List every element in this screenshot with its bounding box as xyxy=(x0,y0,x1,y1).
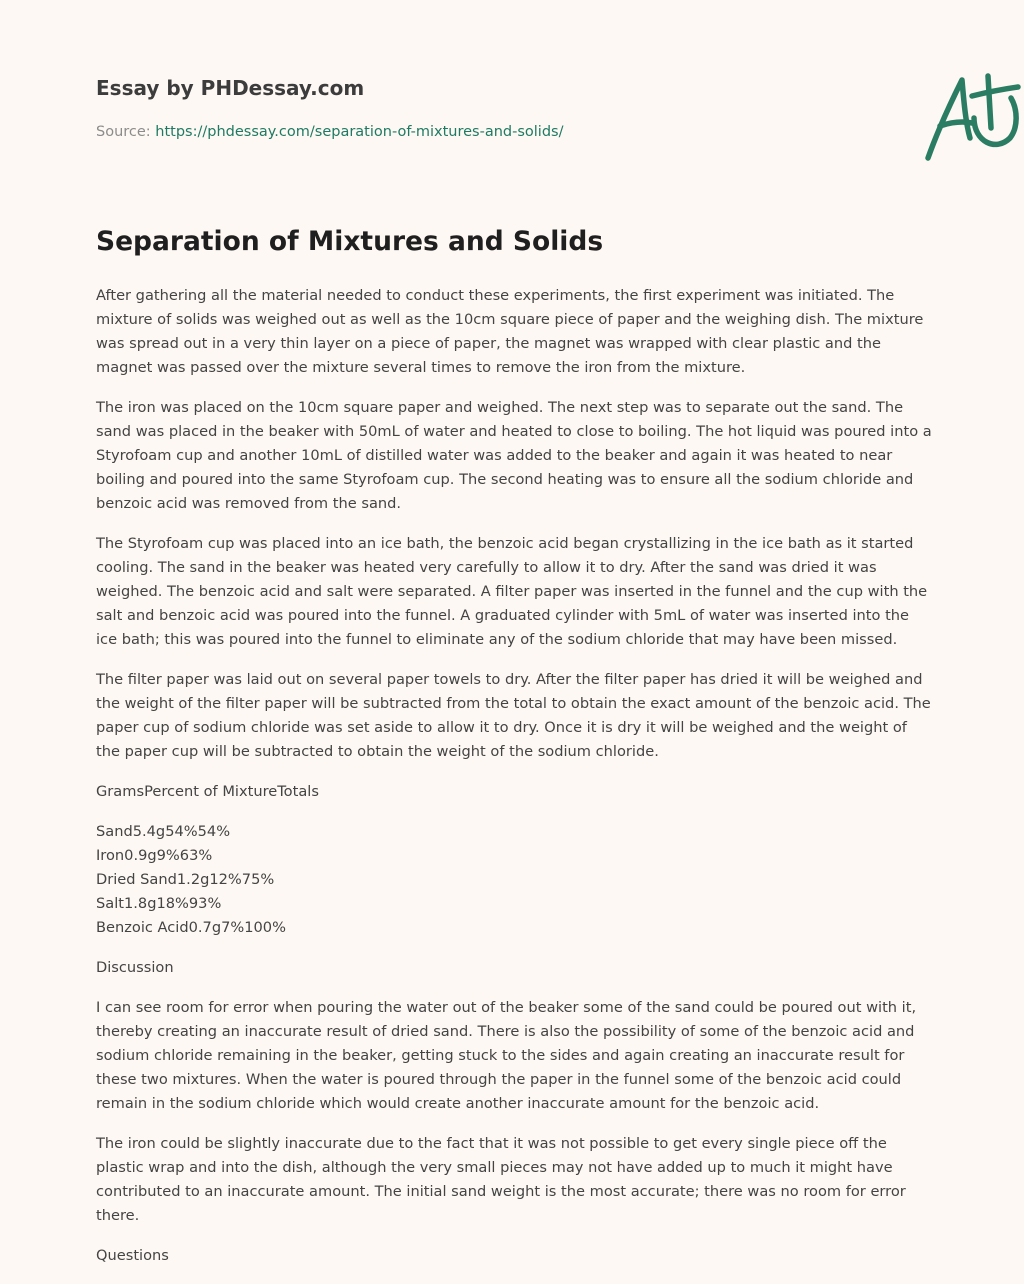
site-brand: Essay by PHDessay.com xyxy=(96,76,365,100)
source-line xyxy=(96,124,563,140)
paragraph: After gathering all the material needed to conduct these experiments, the first experiment was initiated. The mixture of solids was weighed out as well as the 10cm square piece of paper and the weighing dish. The mixture was spread out in a very thin layer on a piece of paper, the magnet was wrapped with clear plastic and the magnet was passed over the mixture several times to remove the iron from the mixture. xyxy=(96,287,924,376)
a-plus-logo-icon xyxy=(918,68,1024,168)
source-link[interactable]: https://phdessay.com/separation-of-mixtures-and-solids/ xyxy=(155,124,564,140)
article-body xyxy=(96,284,932,1284)
paragraph: The filter paper was laid out on several paper towels to dry. After the filter paper has dried it will be weighed and the weight of the filter paper will be subtracted from the total to obtain the exact amount of the benzoic acid. The paper cup of sodium chloride was set aside to allow it to dry. Once it is dry it will be weighed and the weight of the paper cup will be subtracted to obtain the weight of the sodium chloride. xyxy=(96,671,931,760)
paragraph: The iron could be slightly inaccurate due to the fact that it was not possible to get every single piece off the plastic wrap and into the dish, although the very small pieces may not have added up to much it might have contributed to an inaccurate amount. The initial sand weight is the most accurate; there was no room for error there. xyxy=(96,1135,906,1224)
questions-heading: Questions xyxy=(96,1247,169,1264)
paragraph: The Styrofoam cup was placed into an ice bath, the benzoic acid began crystallizing in the ice bath as it started cooling. The sand in the beaker was heated very carefully to allow it to dry. After the sand was dried it was weighed. The benzoic acid and salt were separated. A filter paper was inserted in the funnel and the cup with the salt and benzoic acid was poured into the funnel. A graduated cylinder with 5mL of water was inserted into the ice bath; this was poured into the funnel to eliminate any of the sodium chloride that may have been missed. xyxy=(96,535,928,648)
paragraph: The iron was placed on the 10cm square paper and weighed. The next step was to separate out the sand. The sand was placed in the beaker with 50mL of water and heated to close to boiling. The hot liquid was poured into a Styrofoam cup and another 10mL of distilled water was added to the beaker and again it was heated to near boiling and poured into the same Styrofoam cup. The second heating was to ensure all the sodium chloride and benzoic acid was removed from the sand. xyxy=(96,399,932,512)
table-row: Salt1.8g18%93% xyxy=(96,895,222,912)
results-table-header: GramsPercent of MixtureTotals xyxy=(96,783,319,800)
results-table xyxy=(96,820,932,940)
article-title: Separation of Mixtures and Solids xyxy=(96,226,604,257)
table-row: Dried Sand1.2g12%75% xyxy=(96,871,275,888)
table-row: Sand5.4g54%54% xyxy=(96,823,231,840)
discussion-heading: Discussion xyxy=(96,959,174,976)
table-row: Benzoic Acid0.7g7%100% xyxy=(96,919,286,936)
table-row: Iron0.9g9%63% xyxy=(96,847,213,864)
source-label: Source: xyxy=(96,124,156,140)
paragraph: I can see room for error when pouring the water out of the beaker some of the sand could be poured out with it, thereby creating an inaccurate result of dried sand. There is also the possibility of some of the benzoic acid and sodium chloride remaining in the beaker, getting stuck to the sides and again creating an inaccurate result for these two mixtures. When the water is poured through the paper in the funnel some of the benzoic acid could remain in the sodium chloride which would create another inaccurate amount for the benzoic acid. xyxy=(96,999,917,1112)
